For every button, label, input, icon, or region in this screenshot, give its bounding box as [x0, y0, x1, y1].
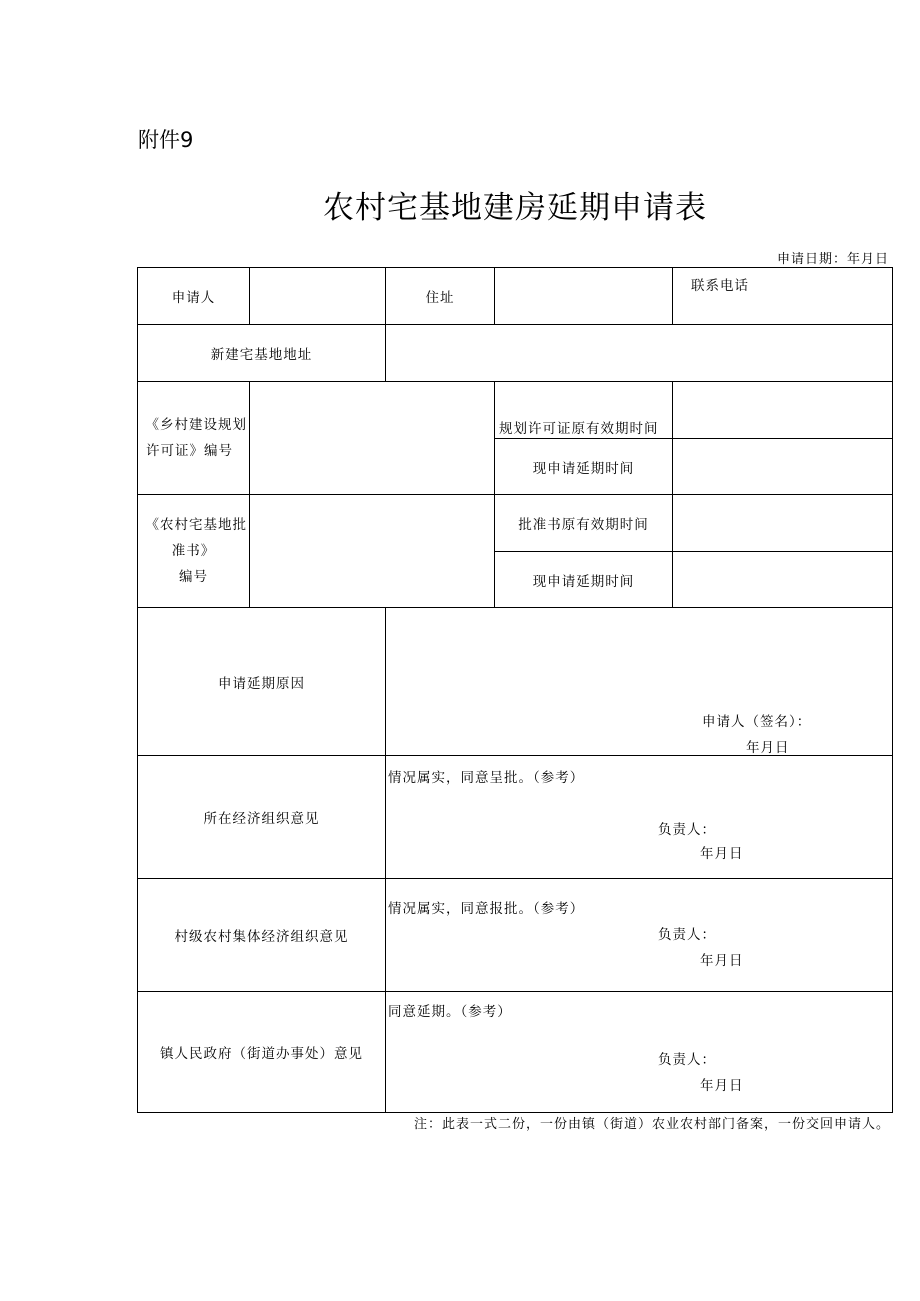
row-planning-permit-1: [138, 382, 893, 439]
planning-extension-label: 现申请延期时间: [495, 439, 673, 495]
planning-permit-number-field[interactable]: [250, 382, 495, 495]
reason-signature-label: 申请人（签名）：: [702, 714, 812, 730]
planning-extension-field[interactable]: [673, 439, 893, 495]
extension-application-form: [137, 267, 893, 1113]
approval-extension-label: 现申请延期时间: [495, 552, 673, 608]
econ-org-label: 所在经济组织意见: [138, 756, 386, 879]
row-reason: [138, 608, 893, 756]
footnote: 注：此表一式二份，一份由镇（街道）农业农村部门备案，一份交回申请人。: [413, 1117, 890, 1132]
reason-label: 申请延期原因: [138, 608, 386, 756]
applicant-label: 申请人: [138, 268, 250, 325]
village-collective-opinion-field[interactable]: [386, 879, 893, 992]
approval-original-validity-label: 批准书原有效期时间: [495, 495, 673, 552]
town-gov-responsible-label: 负责人：: [658, 1052, 716, 1068]
address-label: 住址: [386, 268, 495, 325]
form-title: 农村宅基地建房延期申请表: [323, 190, 707, 226]
row-town-gov: [138, 992, 893, 1113]
village-collective-label: 村级农村集体经济组织意见: [138, 879, 386, 992]
approval-label-line2: 准书》: [171, 543, 216, 559]
village-collective-responsible-label: 负责人：: [658, 927, 716, 943]
row-village-collective: [138, 879, 893, 992]
town-gov-opinion-field[interactable]: [386, 992, 893, 1113]
applicant-value-field[interactable]: [250, 268, 386, 325]
row-approval-1: [138, 495, 893, 552]
row-site-address: [138, 325, 893, 382]
site-address-value-field[interactable]: [386, 325, 893, 382]
planning-original-validity-label: 规划许可证原有效期时间: [499, 421, 659, 437]
econ-org-responsible-label: 负责人：: [658, 822, 716, 838]
reason-field[interactable]: [386, 608, 893, 756]
econ-org-date-label: 年月日: [700, 846, 744, 862]
reason-date-label: 年月日: [746, 740, 790, 756]
approval-label-line3: 编号: [179, 569, 208, 585]
phone-label: 联系电话: [691, 278, 749, 294]
town-gov-date-label: 年月日: [700, 1078, 744, 1094]
phone-cell[interactable]: [673, 268, 893, 325]
approval-label-line1: 《农村宅基地批: [145, 517, 247, 533]
town-gov-label: 镇人民政府（街道办事处）意见: [138, 992, 386, 1113]
approval-number-label: [138, 495, 250, 608]
attachment-label: 附件9: [138, 128, 194, 152]
row-econ-org: [138, 756, 893, 879]
row-applicant: [138, 268, 893, 325]
address-value-field[interactable]: [495, 268, 673, 325]
town-gov-opinion-text: 同意延期。（参考）: [388, 1004, 512, 1020]
village-collective-date-label: 年月日: [700, 953, 744, 969]
econ-org-opinion-text: 情况属实，同意呈批。（参考）: [388, 770, 585, 786]
village-collective-opinion-text: 情况属实，同意报批。（参考）: [388, 901, 585, 917]
planning-original-validity-label-cell: [495, 382, 673, 439]
approval-number-field[interactable]: [250, 495, 495, 608]
apply-date-label: 申请日期：年月日: [776, 252, 889, 267]
approval-original-validity-field[interactable]: [673, 495, 893, 552]
planning-original-validity-field[interactable]: [673, 382, 893, 439]
econ-org-opinion-field[interactable]: [386, 756, 893, 879]
approval-extension-field[interactable]: [673, 552, 893, 608]
planning-permit-label-line2: 许可证》编号: [146, 443, 233, 459]
planning-permit-label-line1: 《乡村建设规划: [145, 417, 247, 433]
planning-permit-number-label: [138, 382, 250, 495]
site-address-label: 新建宅基地地址: [138, 325, 386, 382]
